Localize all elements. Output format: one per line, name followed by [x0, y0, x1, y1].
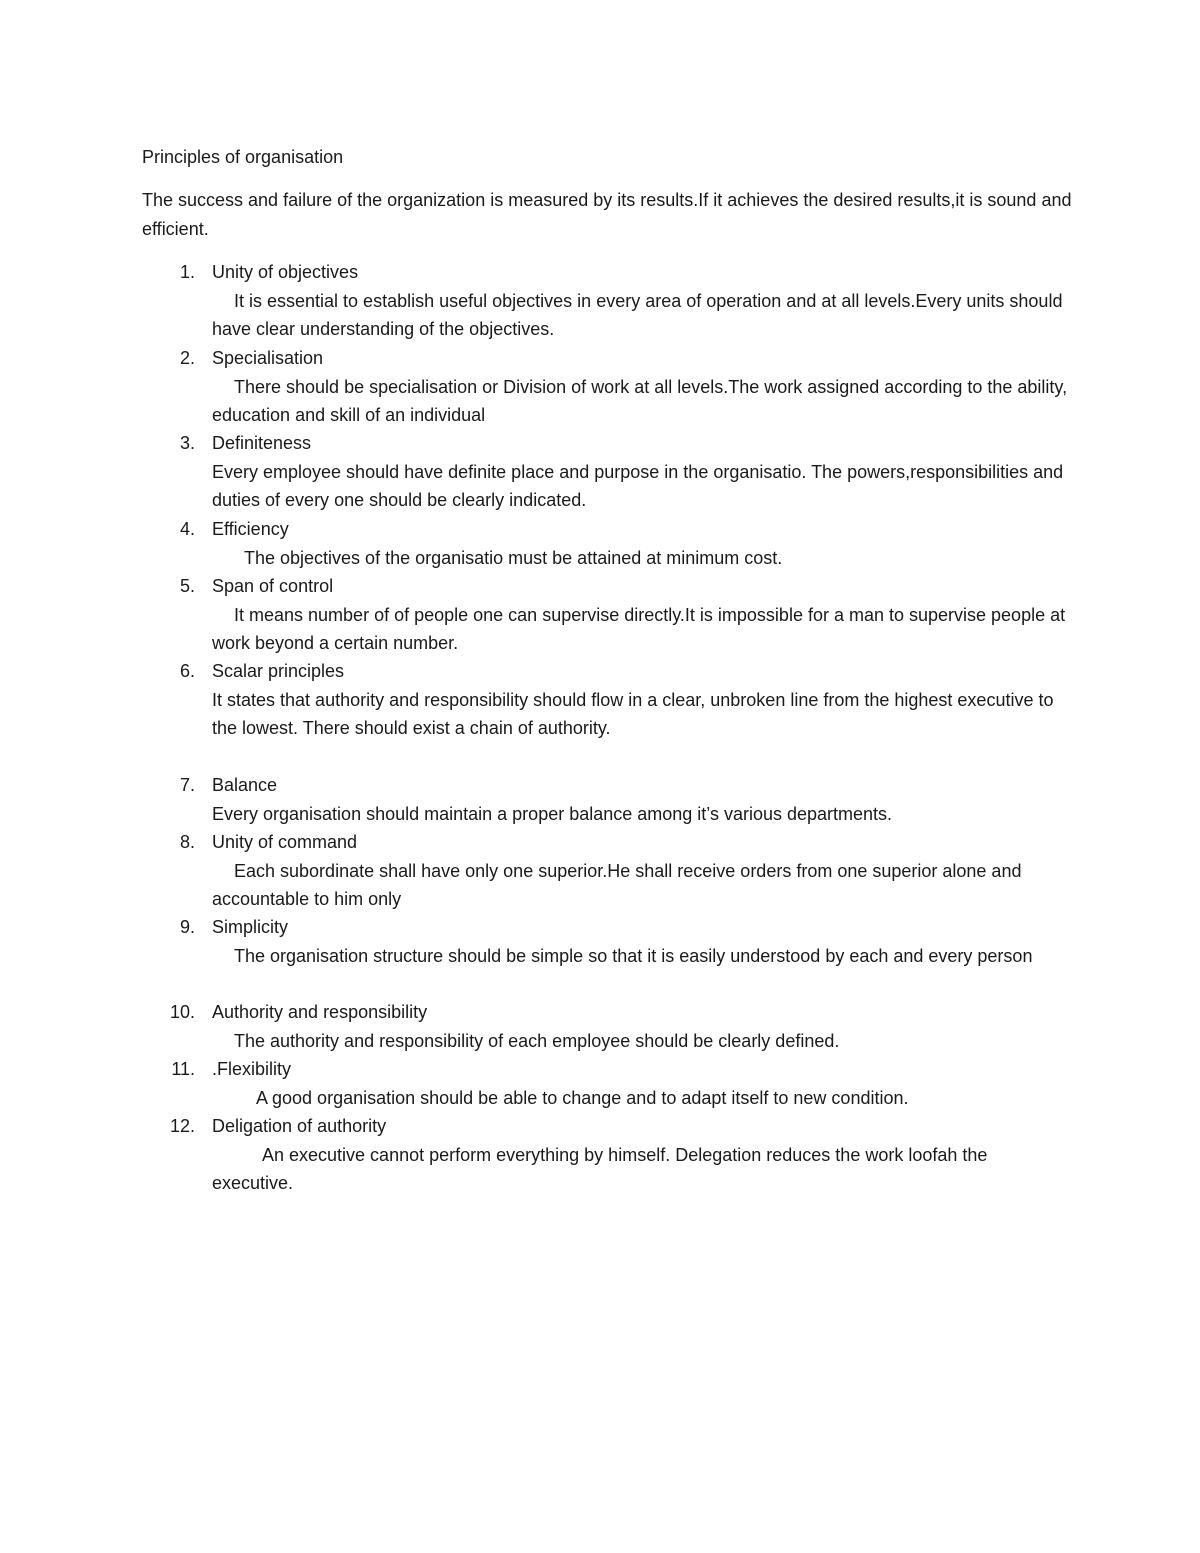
list-item-body: A good organisation should be able to change and to adapt itself to new condition.: [256, 1087, 909, 1108]
list-item-heading: Scalar principles: [212, 661, 345, 681]
list-item-number: 7.: [179, 775, 195, 795]
list-item-number: 12.: [169, 1116, 195, 1136]
list-item-heading: Authority and responsibility: [212, 1002, 428, 1022]
list-item-heading: Efficiency: [212, 519, 289, 539]
list-item-number: 1.: [179, 262, 195, 282]
list-item-heading: Unity of objectives: [212, 262, 359, 282]
list-item-body: An executive cannot perform everything by himself. Delegation reduces the work loofah the executive.: [212, 1144, 988, 1193]
list-item-body: It states that authority and responsibility should flow in a clear, unbroken line from the highest executive to the lowest. There should exist a chain of authority.: [212, 689, 1054, 738]
list-item-body: It means number of of people one can supervise directly.It is impossible for a man to supervise people at work beyond a certain number.: [212, 604, 1066, 653]
list-item-number: 4.: [179, 519, 195, 539]
list-item-number: 11.: [171, 1059, 195, 1079]
list-item-number: 6.: [179, 661, 195, 681]
list-item-body: The objectives of the organisatio must be attained at minimum cost.: [244, 547, 783, 568]
list-item-body: Every employee should have definite place and purpose in the organisatio. The powers,responsibilities and duties of every one should be clearly indicated.: [212, 461, 1064, 510]
list-item-heading: Simplicity: [212, 917, 289, 937]
intro-paragraph: The success and failure of the organization is measured by its results.If it achieves the desired results,it is sound and efficient.: [142, 190, 1072, 239]
list-item-heading: Balance: [212, 775, 278, 795]
list-item-number: 8.: [179, 832, 195, 852]
list-item-number: 10.: [169, 1002, 195, 1022]
list-item-body: The organisation structure should be simple so that it is easily understood by each and every person: [234, 945, 1033, 966]
list-item-heading: Span of control: [212, 576, 334, 596]
list-item-body: The authority and responsibility of each employee should be clearly defined.: [234, 1030, 840, 1051]
list-item-heading: Definiteness: [212, 433, 312, 453]
document-title: Principles of organisation: [142, 147, 344, 167]
list-item-number: 3.: [179, 433, 195, 453]
list-item-heading: Unity of command: [212, 832, 358, 852]
list-item-body: Every organisation should maintain a proper balance among it’s various departments.: [212, 803, 893, 824]
list-item-body: It is essential to establish useful objectives in every area of operation and at all levels.Every units should have clear understanding of the objectives.: [212, 290, 1063, 339]
list-item-heading: Deligation of authority: [212, 1116, 387, 1136]
list-item-number: 2.: [179, 348, 195, 368]
list-item-heading: .Flexibility: [212, 1059, 292, 1079]
list-item-number: 9.: [179, 917, 195, 937]
list-item-number: 5.: [179, 576, 195, 596]
list-item-heading: Specialisation: [212, 348, 324, 368]
list-item-body: Each subordinate shall have only one superior.He shall receive orders from one superior alone and accountable to him only: [212, 860, 1022, 909]
list-item-body: There should be specialisation or Division of work at all levels.The work assigned according to the ability, education and skill of an individual: [212, 376, 1068, 425]
